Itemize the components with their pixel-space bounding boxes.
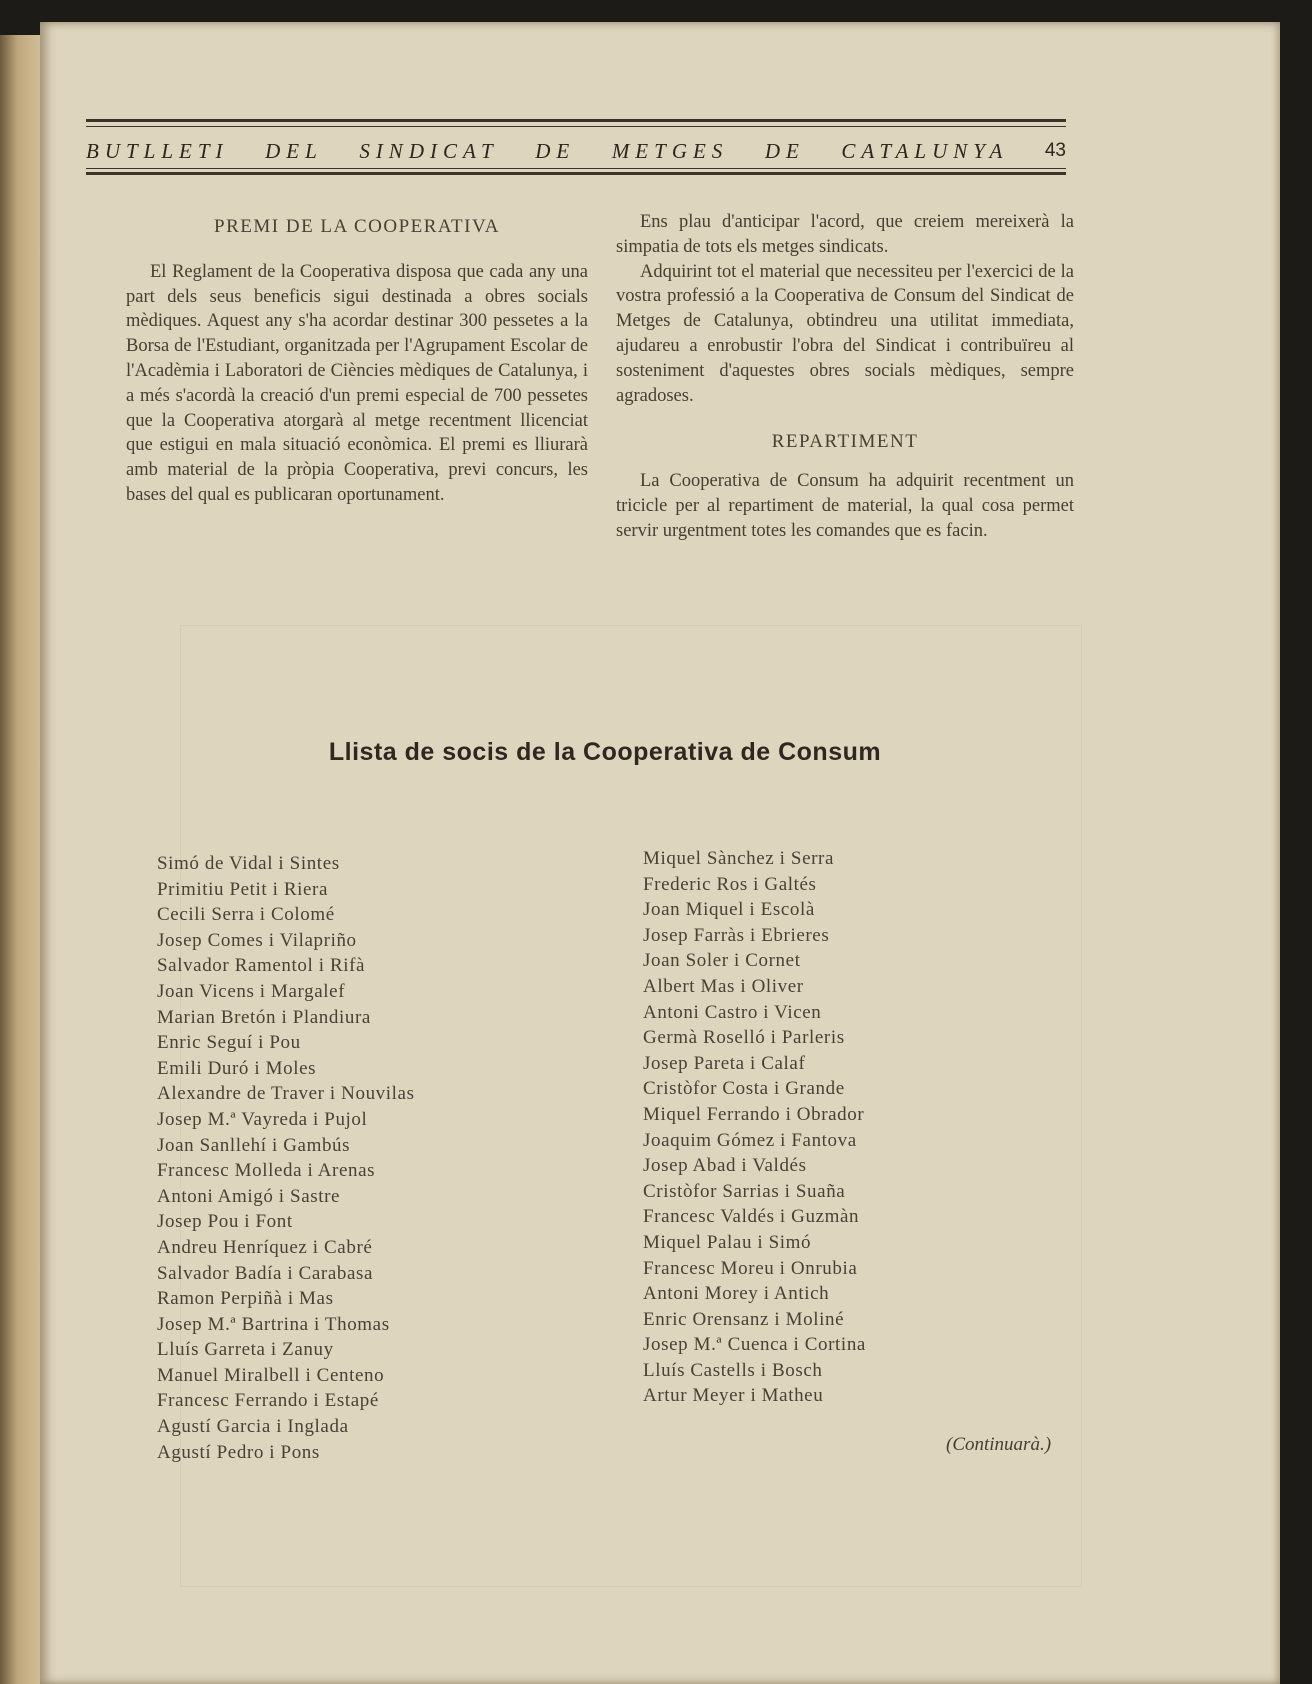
member-name: Joan Soler i Cornet [643,950,801,972]
member-name: Cristòfor Sarrias i Suaña [643,1180,846,1202]
member-name: Francesc Valdés i Guzmàn [643,1206,860,1228]
section-title-repartiment: REPARTIMENT [771,431,919,453]
member-name: Lluís Garreta i Zanuy [157,1339,334,1361]
member-name: Antoni Amigó i Sastre [157,1185,341,1207]
member-name: Agustí Pedro i Pons [157,1441,320,1463]
member-name: Agustí Garcia i Inglada [157,1416,349,1438]
header-word: METGES [611,138,729,163]
member-name: Cecili Serra i Colomé [157,904,335,926]
member-name: Artur Meyer i Matheu [643,1385,824,1407]
member-name: Francesc Moreu i Onrubia [643,1257,858,1279]
member-name: Josep Farràs i Ebrieres [643,924,830,946]
member-name: Enric Seguí i Pou [157,1032,301,1054]
section-title-premi: PREMI DE LA COOPERATIVA [214,216,500,237]
member-name: Miquel Palau i Simó [643,1231,812,1253]
running-header [86,134,1066,168]
member-name: Joan Sanllehí i Gambús [157,1134,351,1156]
member-name: Lluís Castells i Bosch [643,1359,823,1381]
member-name: Josep Abad i Valdés [643,1155,807,1177]
member-name: Josep Comes i Vilapriño [157,929,357,951]
member-name: Francesc Ferrando i Estapé [157,1390,379,1412]
header-word: DEL [265,138,323,163]
member-name: Josep Pareta i Calaf [643,1052,806,1074]
member-name: Manuel Miralbell i Centeno [157,1364,385,1386]
header-rule-bottom [86,172,1066,175]
header-rule-bottom-thin [86,168,1066,169]
member-name: Miquel Sànchez i Serra [643,848,835,869]
member-name: Alexandre de Traver i Nouvilas [157,1083,415,1105]
member-name: Frederic Ros i Galtés [643,873,817,895]
member-name: Germà Roselló i Parleris [643,1027,845,1049]
member-name: Salvador Badía i Carabasa [157,1262,374,1284]
paragraph-anticipar: Ens plau d'anticipar l'acord, que creiem mereixerà la simpatia de tots els metges sindicats. [616,212,1074,257]
right-column [616,210,1074,544]
header-word: DE [535,138,576,163]
member-name: Francesc Molleda i Arenas [157,1160,376,1182]
scan-background-right [1280,22,1312,1684]
list-title: Llista de socis de la Cooperativa de Consum [328,738,882,766]
paragraph-repartiment: La Cooperativa de Consum ha adquirit recentment un tricicle per al repartiment de material, la qual cosa permet servir urgentment totes les comandes que es facin. [616,471,1074,541]
header-rule-top-thin [86,126,1066,127]
member-name: Josep Pou i Font [157,1211,293,1233]
header-rule-top [86,119,1066,122]
paragraph-adquirint: Adquirint tot el material que necessiteu per l'exercici de la vostra professió a la Cooperativa de Consum del Sindicat de Metges de Catalunya, obtindreu una utilitat immediata, ajudareu a enrobustir l'obra del Sindicat i contribuïreu al sosteniment d'aquestes obres socials mèdiques, sempre agradoses. [616,261,1074,406]
header-word: SINDICAT [359,138,499,163]
member-name: Andreu Henríquez i Cabré [157,1236,373,1258]
member-name: Antoni Castro i Vicen [643,1001,822,1023]
member-name: Miquel Ferrando i Obrador [643,1103,865,1125]
member-name: Josep M.ª Vayreda i Pujol [157,1108,368,1130]
member-name: Emili Duró i Moles [157,1057,317,1079]
header-word: CATALUNYA [841,138,1009,163]
facing-page-edge [0,35,44,1684]
member-name: Josep M.ª Cuenca i Cortina [643,1334,866,1356]
continuation-note: (Continuarà.) [946,1434,1052,1455]
page-number: 43 [1044,140,1066,161]
member-name: Josep M.ª Bartrina i Thomas [157,1313,390,1335]
member-name: Joaquim Gómez i Fantova [643,1129,857,1151]
members-list-left [157,851,415,1465]
member-name: Albert Mas i Oliver [643,975,804,997]
member-name: Primitiu Petit i Riera [157,878,328,900]
member-name: Antoni Morey i Antich [643,1283,830,1305]
paragraph-premi: El Reglament de la Cooperativa disposa que cada any una part dels seus beneficis sigui destinada a obres socials mèdiques. Aquest any s'ha acordar destinar 300 pessetes a la Borsa de l'Estudiant, organitzada per l'Agrupament Escolar de l'Acadèmia i Laboratori de Ciències mèdiques de Catalunya, i a més s'acordà la creació d'un premi especial de 700 pessetes que la Cooperativa atorgarà al metge recentment llicenciat que estigui en mala situació econòmica. El premi es lliurarà amb material de la pròpia Cooperativa, previ concurs, les bases del qual es publicaran oportunament. [126,261,588,505]
member-name: Simó de Vidal i Sintes [157,853,340,874]
header-word: DE [764,138,805,163]
member-name: Cristòfor Costa i Grande [643,1078,845,1100]
member-name: Joan Vicens i Margalef [157,980,346,1002]
header-word: BUTLLETI [86,138,229,163]
member-name: Ramon Perpiñà i Mas [157,1288,334,1310]
member-name: Salvador Ramentol i Rifà [157,955,366,977]
member-name: Enric Orensanz i Moliné [643,1308,845,1330]
member-name: Joan Miquel i Escolà [643,899,815,921]
member-name: Marian Bretón i Plandiura [157,1006,371,1028]
left-column [126,215,588,508]
members-list-right [643,846,866,1409]
